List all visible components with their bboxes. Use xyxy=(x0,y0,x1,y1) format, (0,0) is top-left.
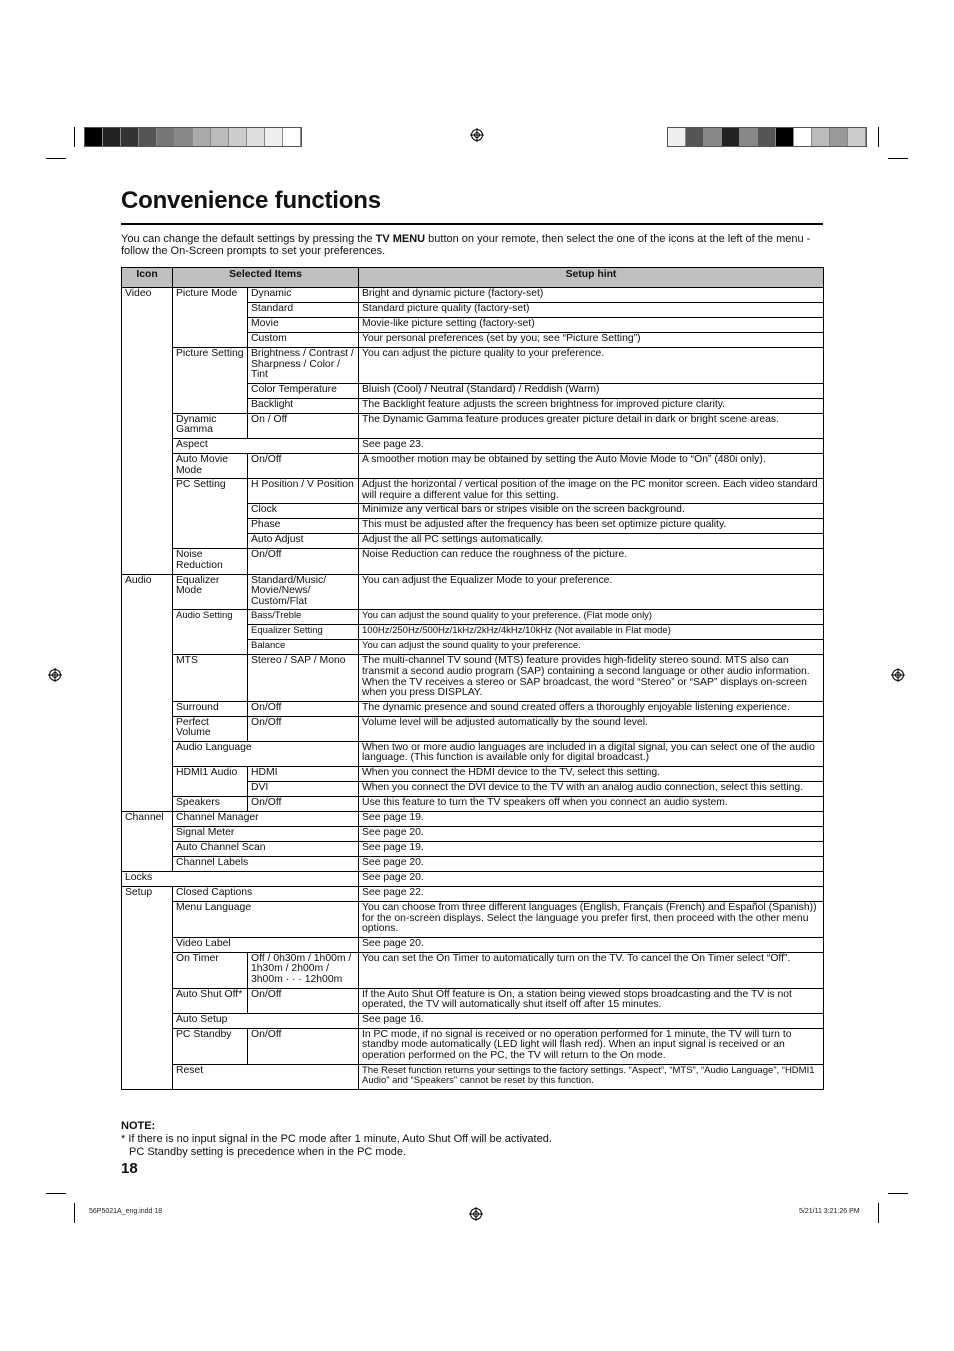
item-cell: HDMI1 Audio xyxy=(173,767,248,797)
setup-hint-cell: Bright and dynamic picture (factory-set) xyxy=(359,288,824,303)
option-cell: Standard/Music/ Movie/News/ Custom/Flat xyxy=(248,574,359,610)
item-cell: Audio Setting xyxy=(173,610,248,655)
page-title: Convenience functions xyxy=(121,187,381,214)
table-row xyxy=(122,610,824,625)
option-cell: Custom xyxy=(248,333,359,348)
setup-hint-cell: Standard picture quality (factory-set) xyxy=(359,303,824,318)
crop-mark xyxy=(46,158,66,159)
option-cell: DVI xyxy=(248,782,359,797)
color-swatch xyxy=(157,128,175,146)
option-cell: Dynamic xyxy=(248,288,359,303)
option-cell: H Position / V Position xyxy=(248,479,359,504)
item-cell: PC Standby xyxy=(173,1028,248,1064)
item-cell: Picture Mode xyxy=(173,288,248,348)
option-cell: Standard xyxy=(248,303,359,318)
setup-hint-cell: See page 20. xyxy=(359,857,824,872)
setup-hint-cell: You can adjust the picture quality to your preference. xyxy=(359,348,824,384)
item-cell: Picture Setting xyxy=(173,348,248,414)
option-cell: On/Off xyxy=(248,549,359,574)
color-swatch xyxy=(103,128,121,146)
setup-hint-cell: Minimize any vertical bars or stripes visible on the screen background. xyxy=(359,504,824,519)
option-cell: On/Off xyxy=(248,701,359,716)
table-row xyxy=(122,453,824,478)
color-swatch xyxy=(229,128,247,146)
item-cell: Perfect Volume xyxy=(173,716,248,741)
note-label: NOTE: xyxy=(121,1120,156,1132)
setup-hint-cell: You can choose from three different languages (English, Français (French) and Español (Spanish)) for the on-screen displays. Select the language you prefer first, then proceed with the other menu options. xyxy=(359,902,824,938)
page-number: 18 xyxy=(121,1160,138,1177)
item-cell: Menu Language xyxy=(173,902,359,938)
option-cell: Stereo / SAP / Mono xyxy=(248,655,359,701)
option-cell: Movie xyxy=(248,318,359,333)
color-swatch xyxy=(175,128,193,146)
option-cell: On/Off xyxy=(248,1028,359,1064)
icon-cell: Audio xyxy=(122,574,173,812)
setup-hint-cell: Adjust the all PC settings automatically. xyxy=(359,534,824,549)
item-cell: Noise Reduction xyxy=(173,549,248,574)
setup-hint-cell: A smoother motion may be obtained by setting the Auto Movie Mode to “On” (480i only). xyxy=(359,453,824,478)
table-row xyxy=(122,574,824,610)
table-row xyxy=(122,1013,824,1028)
item-cell: Video Label xyxy=(173,937,359,952)
footer-timestamp: 5/21/11 3:21:26 PM xyxy=(799,1208,860,1215)
setup-hint-cell: See page 20. xyxy=(359,937,824,952)
item-cell: PC Setting xyxy=(173,479,248,549)
setup-hint-cell: The Backlight feature adjusts the screen brightness for improved picture clarity. xyxy=(359,398,824,413)
crop-mark xyxy=(888,1193,908,1194)
setup-hint-cell: In PC mode, if no signal is received or no operation performed for 1 minute, the TV will turn to standby mode automatically (LED light will flash red). When an input signal is received or an operation performed on the PC, the TV will return to the On mode. xyxy=(359,1028,824,1064)
table-header-row xyxy=(122,268,824,288)
setup-hint-cell: Volume level will be adjusted automatically by the sound level. xyxy=(359,716,824,741)
column-header: Selected Items xyxy=(173,268,359,288)
setup-hint-cell: Bluish (Cool) / Neutral (Standard) / Reddish (Warm) xyxy=(359,383,824,398)
registration-mark-icon xyxy=(470,128,484,142)
setup-hint-cell: See page 19. xyxy=(359,812,824,827)
note-section xyxy=(121,1120,552,1159)
table-row xyxy=(122,741,824,766)
footer-file-info: 56P5021A_eng.indd 18 xyxy=(89,1208,163,1215)
setup-hint-cell: You can adjust the Equalizer Mode to your preference. xyxy=(359,574,824,610)
color-swatch xyxy=(830,128,848,146)
setup-hint-cell: Adjust the horizontal / vertical position of the image on the PC monitor screen. Each video standard will require a different value for this setting. xyxy=(359,479,824,504)
color-swatch xyxy=(794,128,812,146)
option-cell: Color Temperature xyxy=(248,383,359,398)
setup-hint-cell: Your personal preferences (set by you; see “Picture Setting”) xyxy=(359,333,824,348)
option-cell: Brightness / Contrast / Sharpness / Color / Tint xyxy=(248,348,359,384)
color-swatch xyxy=(686,128,704,146)
option-cell: Balance xyxy=(248,640,359,655)
setup-hint-cell: 100Hz/250Hz/500Hz/1kHz/2kHz/4kHz/10kHz (Not available in Flat mode) xyxy=(359,625,824,640)
table-row xyxy=(122,902,824,938)
registration-mark-icon xyxy=(469,1207,483,1221)
icon-cell: Setup xyxy=(122,887,173,1090)
color-swatch xyxy=(121,128,139,146)
item-cell: On Timer xyxy=(173,952,248,988)
setup-hint-cell: Noise Reduction can reduce the roughness of the picture. xyxy=(359,549,824,574)
item-cell: Auto Setup xyxy=(173,1013,359,1028)
option-cell: On/Off xyxy=(248,453,359,478)
option-cell: On/Off xyxy=(248,797,359,812)
table-row xyxy=(122,842,824,857)
registration-mark-icon xyxy=(891,668,905,682)
table-row xyxy=(122,655,824,701)
table-row xyxy=(122,937,824,952)
item-cell: Channel Manager xyxy=(173,812,359,827)
setup-hint-cell: This must be adjusted after the frequency has been set optimize picture quality. xyxy=(359,519,824,534)
table-row xyxy=(122,988,824,1013)
settings-table xyxy=(121,267,824,1090)
setup-hint-cell: When two or more audio languages are included in a digital signal, you can select one of the audio language. (This function is available only for digital broadcast.) xyxy=(359,741,824,766)
setup-hint-cell: See page 20. xyxy=(359,872,824,887)
setup-hint-cell: See page 23. xyxy=(359,438,824,453)
item-cell: Surround xyxy=(173,701,248,716)
table-row xyxy=(122,952,824,988)
icon-cell: Video xyxy=(122,288,173,575)
column-header: Setup hint xyxy=(359,268,824,288)
table-row xyxy=(122,887,824,902)
color-swatch xyxy=(668,128,686,146)
option-cell: Bass/Treble xyxy=(248,610,359,625)
registration-mark-icon xyxy=(48,668,62,682)
table-row xyxy=(122,348,824,384)
color-swatch xyxy=(193,128,211,146)
table-row xyxy=(122,797,824,812)
table-row xyxy=(122,438,824,453)
item-cell: Reset xyxy=(173,1064,359,1089)
item-cell: MTS xyxy=(173,655,248,701)
setup-hint-cell: The Dynamic Gamma feature produces greater picture detail in dark or bright scene areas. xyxy=(359,413,824,438)
table-row xyxy=(122,549,824,574)
setup-hint-cell: See page 16. xyxy=(359,1013,824,1028)
setup-hint-cell: The dynamic presence and sound created offers a thoroughly enjoyable listening experience. xyxy=(359,701,824,716)
option-cell: Clock xyxy=(248,504,359,519)
title-rule xyxy=(121,223,823,225)
table-row xyxy=(122,767,824,782)
setup-hint-cell: You can adjust the sound quality to your preference. (Flat mode only) xyxy=(359,610,824,625)
item-cell: Closed Captions xyxy=(173,887,359,902)
option-cell: Phase xyxy=(248,519,359,534)
icon-cell: Channel xyxy=(122,812,173,872)
intro-bold-text: TV MENU xyxy=(375,233,426,245)
crop-mark xyxy=(74,1203,75,1223)
color-swatch xyxy=(704,128,722,146)
table-row xyxy=(122,716,824,741)
table-row xyxy=(122,701,824,716)
setup-hint-cell: Use this feature to turn the TV speakers off when you connect an audio system. xyxy=(359,797,824,812)
setup-hint-cell: When you connect the DVI device to the TV with an analog audio connection, select this setting. xyxy=(359,782,824,797)
item-cell: Auto Shut Off* xyxy=(173,988,248,1013)
setup-hint-cell: Movie-like picture setting (factory-set) xyxy=(359,318,824,333)
item-cell: Signal Meter xyxy=(173,827,359,842)
color-swatch xyxy=(848,128,866,146)
setup-hint-cell: When you connect the HDMI device to the TV, select this setting. xyxy=(359,767,824,782)
setup-hint-cell: See page 19. xyxy=(359,842,824,857)
crop-mark xyxy=(46,1193,66,1194)
item-cell: Speakers xyxy=(173,797,248,812)
color-swatch xyxy=(722,128,740,146)
color-swatch xyxy=(265,128,283,146)
table-row xyxy=(122,1028,824,1064)
table-row xyxy=(122,288,824,303)
crop-mark xyxy=(878,127,879,147)
setup-hint-cell: You can adjust the sound quality to your preference. xyxy=(359,640,824,655)
color-swatch xyxy=(283,128,301,146)
setup-hint-cell: The Reset function returns your settings to the factory settings. “Aspect”, “MTS”, “Audio Language”, “HDMI1 Audio” and “Speakers” cannot be reset by this function. xyxy=(359,1064,824,1089)
column-header: Icon xyxy=(122,268,173,288)
table-row xyxy=(122,827,824,842)
item-cell: Aspect xyxy=(173,438,359,453)
table-row xyxy=(122,1064,824,1089)
note-line: * If there is no input signal in the PC mode after 1 minute, Auto Shut Off will be activated. xyxy=(121,1133,552,1145)
item-cell: Audio Language xyxy=(173,741,359,766)
color-swatch xyxy=(139,128,157,146)
color-bar-right xyxy=(667,127,867,147)
note-line: PC Standby setting is precedence when in the PC mode. xyxy=(129,1146,406,1158)
option-cell: On / Off xyxy=(248,413,359,438)
color-bar-left xyxy=(84,127,302,147)
intro-text: You can change the default settings by pressing the xyxy=(121,233,376,245)
setup-hint-cell: See page 22. xyxy=(359,887,824,902)
item-cell: Auto Movie Mode xyxy=(173,453,248,478)
intro-text: button on your remote, then select the one of the icons at the left of the menu - follow the On-Screen prompts to set your preferences. xyxy=(121,233,811,257)
icon-cell: Locks xyxy=(122,872,359,887)
option-cell: Auto Adjust xyxy=(248,534,359,549)
setup-hint-cell: The multi-channel TV sound (MTS) feature provides high-fidelity stereo sound. MTS also can transmit a second audio program (SAP) containing a second language or other audio information. When the TV receives a stereo or SAP broadcast, the word “Stereo” or “SAP” displays on-screen when you press DISPLAY. xyxy=(359,655,824,701)
color-swatch xyxy=(776,128,794,146)
intro-paragraph xyxy=(121,233,823,257)
option-cell: Off / 0h30m / 1h00m / 1h30m / 2h00m / 3h00m · · · 12h00m xyxy=(248,952,359,988)
setup-hint-cell: You can set the On Timer to automatically turn on the TV. To cancel the On Timer select “Off”. xyxy=(359,952,824,988)
table-row xyxy=(122,479,824,504)
option-cell: On/Off xyxy=(248,716,359,741)
crop-mark xyxy=(74,127,75,147)
setup-hint-cell: See page 20. xyxy=(359,827,824,842)
item-cell: Channel Labels xyxy=(173,857,359,872)
setup-hint-cell: If the Auto Shut Off feature is On, a station being viewed stops broadcasting and the TV is not operated, the TV will automatically shut itself off after 15 minutes. xyxy=(359,988,824,1013)
color-swatch xyxy=(211,128,229,146)
crop-mark xyxy=(878,1203,879,1223)
option-cell: Equalizer Setting xyxy=(248,625,359,640)
crop-mark xyxy=(888,158,908,159)
option-cell: On/Off xyxy=(248,988,359,1013)
color-swatch xyxy=(812,128,830,146)
option-cell: Backlight xyxy=(248,398,359,413)
option-cell: HDMI xyxy=(248,767,359,782)
item-cell: Dynamic Gamma xyxy=(173,413,248,438)
item-cell: Equalizer Mode xyxy=(173,574,248,610)
table-row xyxy=(122,812,824,827)
color-swatch xyxy=(740,128,758,146)
color-swatch xyxy=(85,128,103,146)
color-swatch xyxy=(247,128,265,146)
table-row xyxy=(122,857,824,872)
item-cell: Auto Channel Scan xyxy=(173,842,359,857)
table-row xyxy=(122,872,824,887)
color-swatch xyxy=(758,128,776,146)
table-row xyxy=(122,413,824,438)
